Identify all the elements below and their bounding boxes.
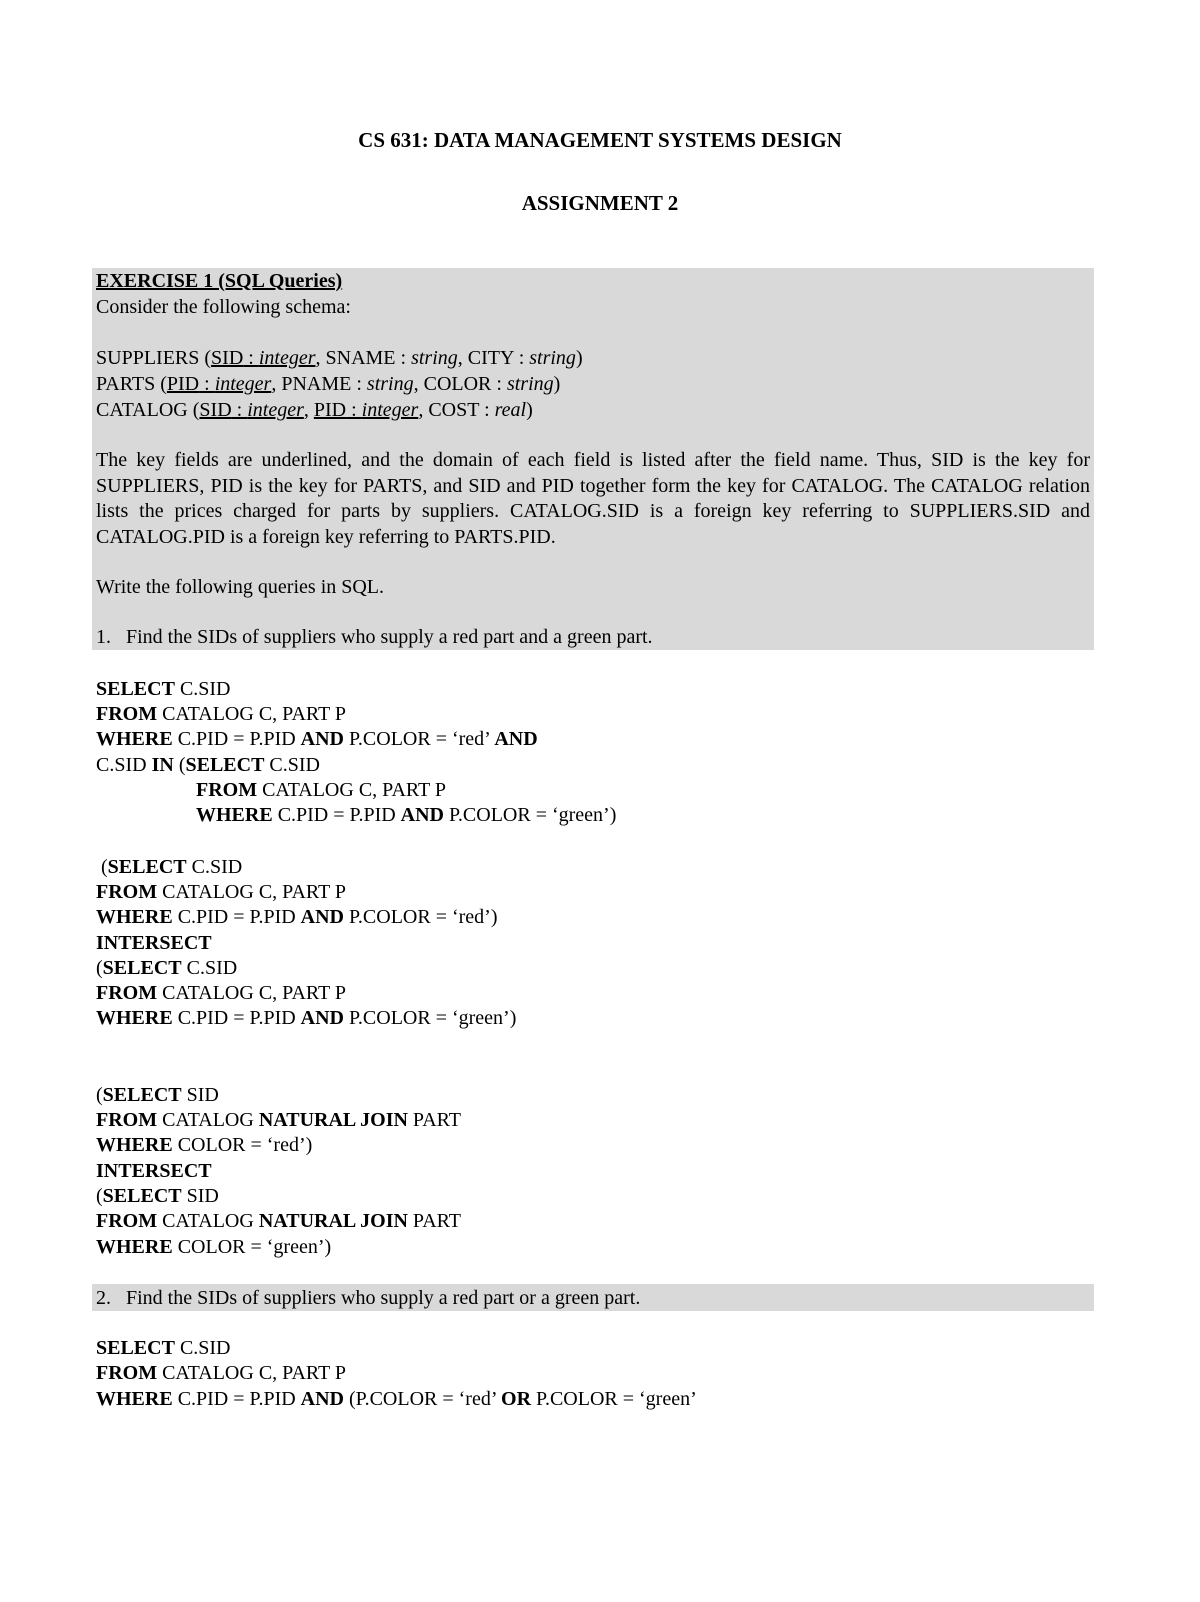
answer-1c-line-7: WHERE COLOR = ‘green’) xyxy=(96,1236,332,1258)
schema-description: The key fields are underlined, and the domain of each field is listed after the field name. Thus, SID is the key for SUPPLIERS, PID is the key for PARTS, and SID and PID together form the key for CATALOG. The CATALOG relation lists the prices charged for parts by suppliers. CATALOG.SID is a foreign key referring to SUPPLIERS.SID and CATALOG.PID is a foreign key referring to PARTS.PID. xyxy=(96,449,1090,548)
answer-1c-line-3: WHERE COLOR = ‘red’) xyxy=(96,1134,313,1156)
exercise-heading: EXERCISE 1 (SQL Queries) xyxy=(96,270,343,292)
question-2: 2. Find the SIDs of suppliers who supply a red part or a green part. xyxy=(96,1287,641,1309)
answer-1b-line-1: (SELECT C.SID xyxy=(96,856,243,878)
answer-1c-line-4: INTERSECT xyxy=(96,1160,212,1182)
answer-1a-line-5: FROM CATALOG C, PART P xyxy=(196,779,447,801)
answer-1c-line-2: FROM CATALOG NATURAL JOIN PART xyxy=(96,1109,462,1131)
answer-1b-line-5: (SELECT C.SID xyxy=(96,957,238,979)
answer-1a-line-4: C.SID IN (SELECT C.SID xyxy=(96,754,320,776)
answer-1b-line-2: FROM CATALOG C, PART P xyxy=(96,881,347,903)
answer-1c-line-5: (SELECT SID xyxy=(96,1185,219,1207)
answer-1b-line-3: WHERE C.PID = P.PID AND P.COLOR = ‘red’) xyxy=(96,906,498,928)
answer-2-line-1: SELECT C.SID xyxy=(96,1337,231,1359)
answer-2-line-3: WHERE C.PID = P.PID AND (P.COLOR = ‘red’ OR P.COLOR = ‘green’ xyxy=(96,1388,697,1410)
answer-1b-line-4: INTERSECT xyxy=(96,932,212,954)
question-1: 1. Find the SIDs of suppliers who supply a red part and a green part. xyxy=(96,626,653,648)
assignment-title: ASSIGNMENT 2 xyxy=(521,191,679,215)
schema-catalog: CATALOG (SID : integer, PID : integer, COST : real) xyxy=(96,399,533,421)
answer-1b-line-7: WHERE C.PID = P.PID AND P.COLOR = ‘green’) xyxy=(96,1007,517,1029)
answer-1b-line-6: FROM CATALOG C, PART P xyxy=(96,982,347,1004)
answer-1c-line-1: (SELECT SID xyxy=(96,1084,219,1106)
answer-1c-line-6: FROM CATALOG NATURAL JOIN PART xyxy=(96,1210,462,1232)
answer-1a-line-1: SELECT C.SID xyxy=(96,678,231,700)
exercise-intro: Consider the following schema: xyxy=(96,296,351,318)
answer-1a-line-2: FROM CATALOG C, PART P xyxy=(96,703,347,725)
answer-2-line-2: FROM CATALOG C, PART P xyxy=(96,1362,347,1384)
answer-1a-line-3: WHERE C.PID = P.PID AND P.COLOR = ‘red’ AND xyxy=(96,728,538,750)
answer-1a-line-6: WHERE C.PID = P.PID AND P.COLOR = ‘green’) xyxy=(196,804,617,826)
course-title: CS 631: DATA MANAGEMENT SYSTEMS DESIGN xyxy=(358,128,842,152)
schema-parts: PARTS (PID : integer, PNAME : string, COLOR : string) xyxy=(96,373,561,395)
instructions: Write the following queries in SQL. xyxy=(96,576,385,598)
schema-suppliers: SUPPLIERS (SID : integer, SNAME : string, CITY : string) xyxy=(96,347,583,369)
